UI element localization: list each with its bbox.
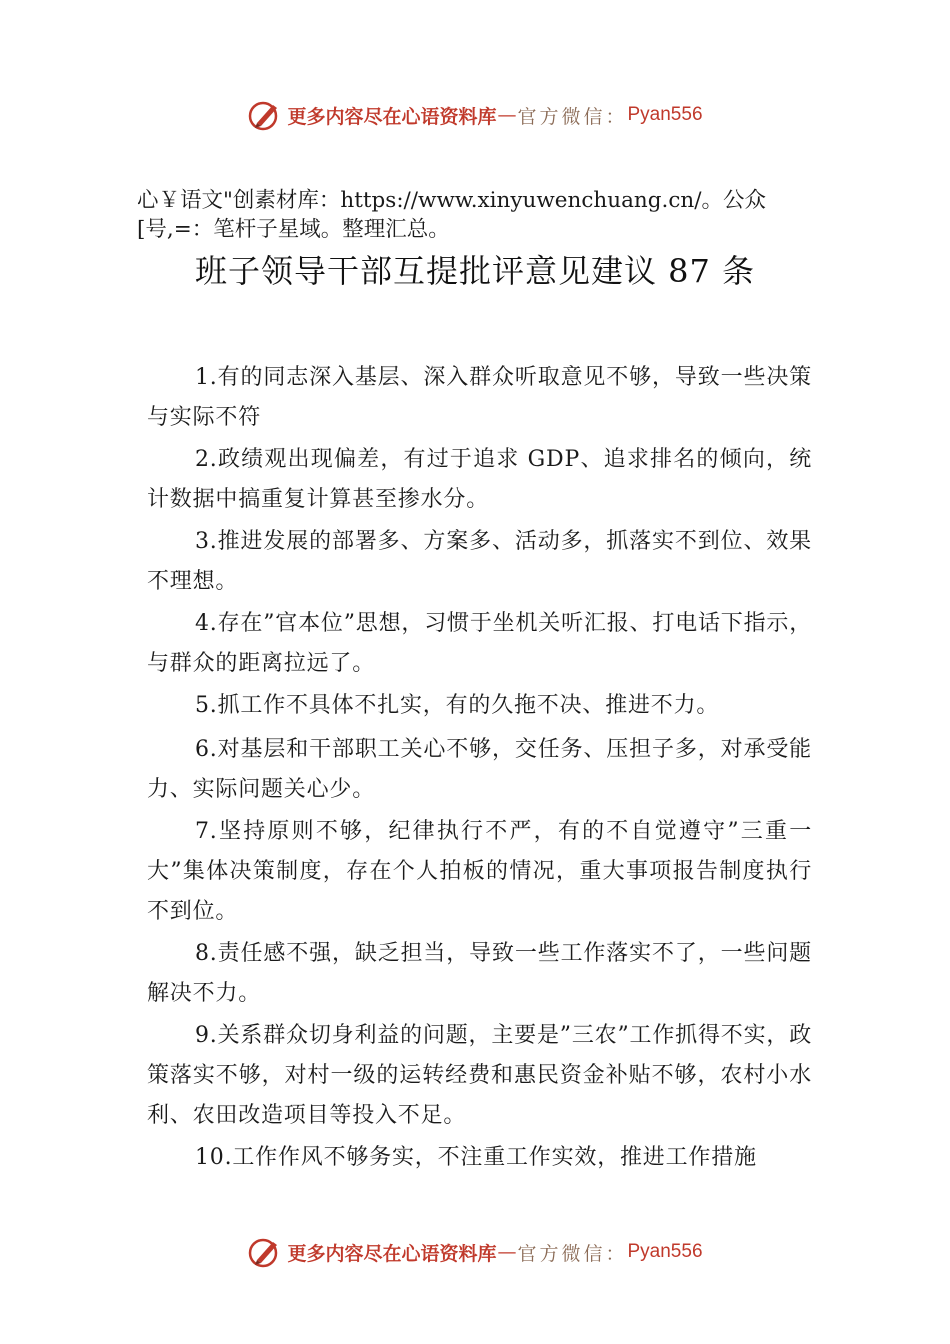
suggestion-list — [147, 358, 812, 1178]
list-item: 10.工作作风不够务实，不注重工作实效，推进工作措施 — [195, 1145, 757, 1170]
banner-wechat-id: Pyan556 — [627, 1241, 703, 1262]
header-banner — [0, 95, 950, 135]
banner-wechat-label: 官方微信： — [517, 105, 628, 128]
list-item: 1.有的同志深入基层、深入群众听取意见不够，导致一些决策与实际不符 — [147, 365, 812, 430]
banner-dash: — — [497, 1241, 517, 1263]
list-item: 3.推进发展的部署多、方案多、活动多，抓落实不到位、效果不理想。 — [147, 529, 812, 594]
banner-dash: — — [497, 104, 517, 126]
source-line-1: 心￥语文"创素材库：https://www.xinyuwenchuang.cn/。公众 — [137, 188, 766, 213]
list-item: 7.坚持原则不够，纪律执行不严，有的不自觉遵守”三重一大”集体决策制度，存在个人拍板的情况，重大事项报告制度执行不到位。 — [147, 819, 812, 924]
list-item: 8.责任感不强，缺乏担当，导致一些工作落实不了，一些问题解决不力。 — [147, 941, 812, 1006]
banner-wechat-id: Pyan556 — [627, 104, 703, 125]
list-item: 5.抓工作不具体不扎实，有的久拖不决、推进不力。 — [195, 693, 720, 718]
list-item: 6.对基层和干部职工关心不够，交任务、压担子多，对承受能力、实际问题关心少。 — [147, 737, 812, 802]
source-line-2: [号,=：笔杆子星域。整理汇总。 — [137, 217, 450, 242]
footer-banner — [0, 1232, 950, 1272]
banner-main-text: 更多内容尽在心语资料库 — [287, 105, 497, 128]
banner-main-text: 更多内容尽在心语资料库 — [287, 1242, 497, 1265]
banner-wechat-label: 官方微信： — [517, 1242, 628, 1265]
list-item: 2.政绩观出现偏差，有过于追求 GDP、追求排名的倾向，统计数据中搞重复计算甚至掺水分。 — [147, 447, 812, 512]
document-title: 班子领导干部互提批评意见建议 87 条 — [194, 252, 756, 290]
pen-logo-icon — [247, 1234, 283, 1270]
pen-logo-icon — [247, 97, 283, 133]
list-item: 4.存在”官本位”思想，习惯于坐机关听汇报、打电话下指示，与群众的距离拉远了。 — [147, 611, 812, 676]
source-note — [137, 186, 857, 244]
list-item: 9.关系群众切身利益的问题，主要是”三农”工作抓得不实，政策落实不够，对村一级的运转经费和惠民资金补贴不够，农村小水利、农田改造项目等投入不足。 — [147, 1023, 812, 1128]
